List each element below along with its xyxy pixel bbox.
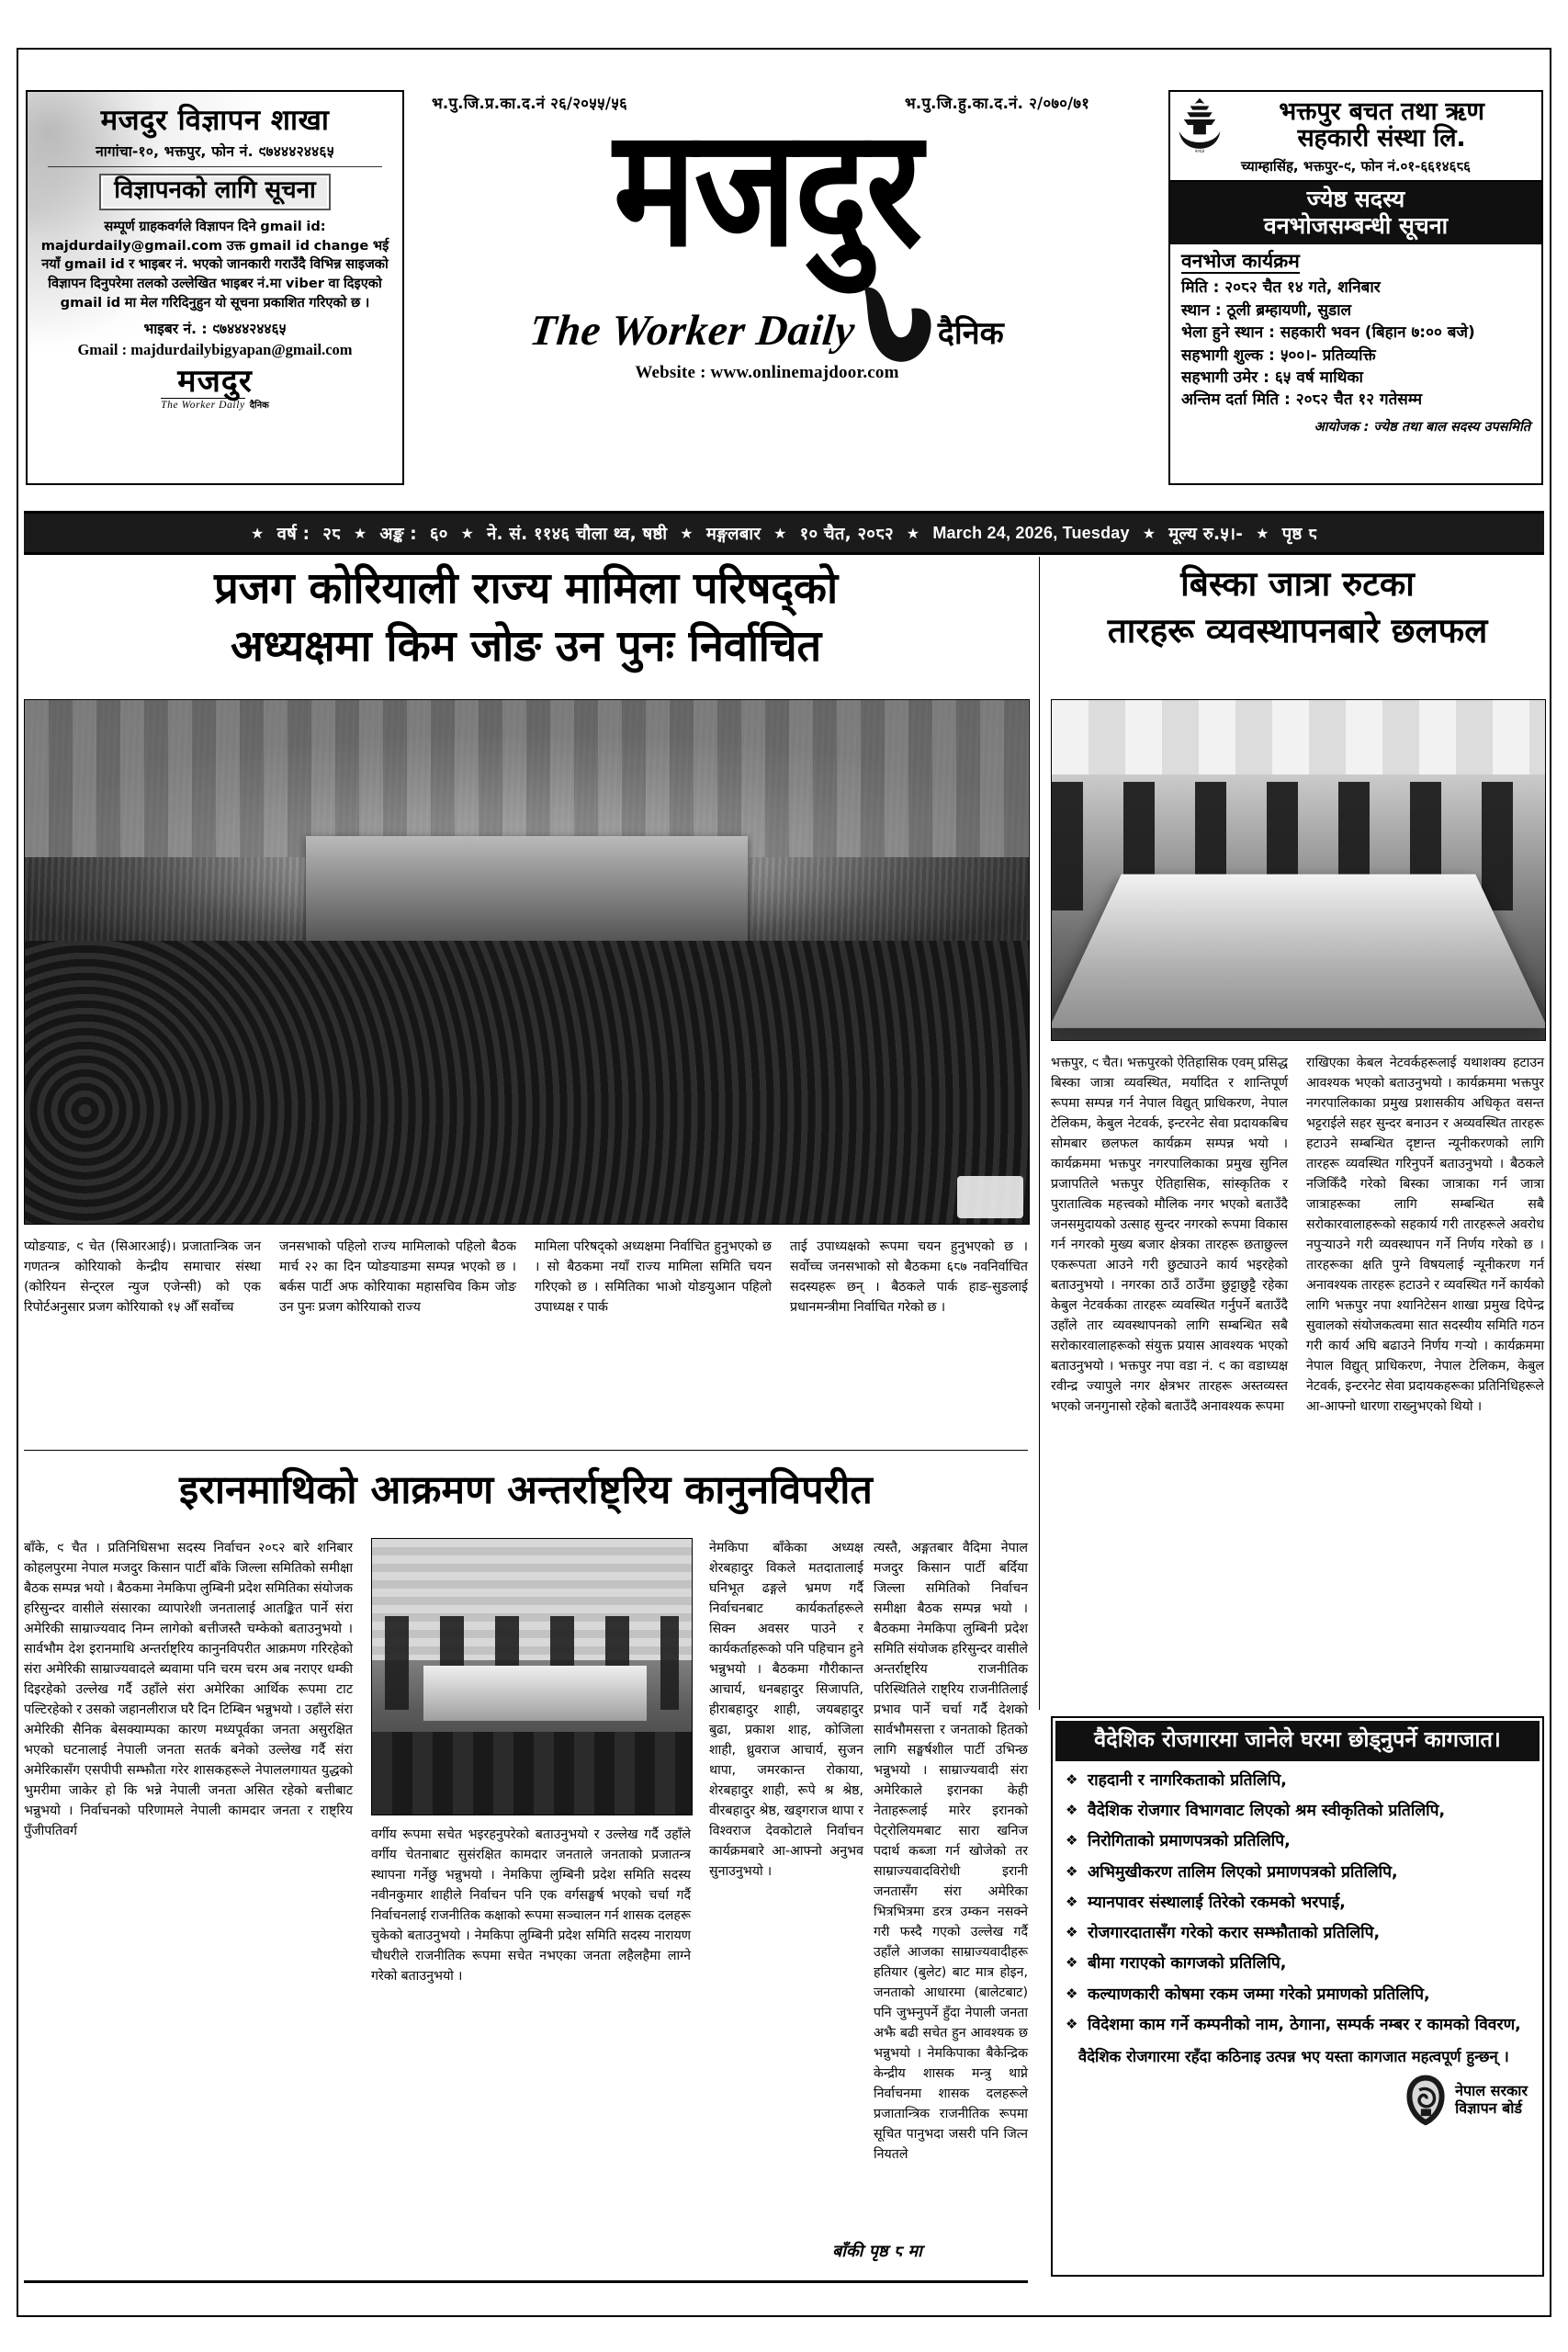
side-col1-text: भक्तपुर, ९ चैत। भक्तपुरको ऐतिहासिक एवम् प्रसिद्ध बिस्का जात्रा व्यवस्थित, मर्यादित र शान्तिपूर्ण रूपमा सम्पन्न गर्न नेपाल विद्युत् प्राधिकरण, नेपाल टेलिकम, केबुल नेटवर्क, इन्टरनेट सेवा प्रदायकबिच सोमबार छलफल कार्यक्रम सम्पन्न भयो । कार्यक्रममा भक्तपुर नगरपालिकाका प्रमुख सुनिल प्रजापतिले भक्तपुर ऐतिहासिक, सांस्कृतिक र पुरातात्विक महत्त्वको मौलिक नगर भएको बताउँदै जनसमुदायको उत्साह सुन्दर नगरको रूपमा विकास गर्न नगरको मुख्य बजार क्षेत्रका तारहरू छताछुल्ल एकरूपता आउने गरी छुट्याउने कार्य भइरहेको बताउनुभयो । नगरका ठाउँ ठाउँमा छुट्टाछुट्टै रहेका केबुल नेटवर्कका तारहरू व्यवस्थित गर्नुपर्ने बताउँदै उहाँले तार व्यवस्थापनको लागि सम्बन्धित सबै सरोकारवालाहरूको संयुक्त प्रयास आवश्यक भएको बताउनुभयो । भक्तपुर नपा वडा नं. ९ का वडाध्यक्ष रवीन्द्र ज्यापुले नगर क्षेत्रभर तारहरू अस्तव्यस्त भएको जनगुनासो रहेको बताउँदै अनावश्यक रूपमा <box>1051 1056 1288 1414</box>
document-list-item <box>1066 1831 1533 1851</box>
foreign-ad-signature <box>1053 2067 1542 2128</box>
document-list-item <box>1066 1953 1533 1973</box>
diamond-bullet-icon: ❖ <box>1066 1924 1078 1941</box>
program-row <box>1181 345 1532 367</box>
section-rule <box>24 1450 1028 1451</box>
photo-podium <box>306 836 748 951</box>
program-row-label: भेला हुने स्थान <box>1181 323 1264 343</box>
ad-left-logo-dainik: दैनिक <box>249 400 269 411</box>
document-list-item <box>1066 1770 1533 1791</box>
side-body-column-1 <box>1051 1053 1288 1419</box>
year-label: वर्ष : <box>276 524 310 544</box>
program-row-label: मिति <box>1181 278 1208 298</box>
document-list-item <box>1066 1893 1533 1913</box>
ad-left-address: नागांचा-१०, भक्तपुर, फोन नं. ९७४४४२४४६५ <box>96 143 334 161</box>
program-title: वनभोज कार्यक्रम <box>1181 251 1300 274</box>
iran-body-column-1 <box>24 1538 353 1843</box>
year-value: २८ <box>322 524 341 544</box>
diamond-bullet-icon: ❖ <box>1066 1893 1078 1910</box>
document-list-item <box>1066 1923 1533 1943</box>
document-list-item <box>1066 2015 1533 2035</box>
diamond-bullet-icon: ❖ <box>1066 1802 1078 1819</box>
program-row-value: : ५००।- प्रतिव्यक्ति <box>1263 345 1376 365</box>
document-list-item-label: रोजगारदातासँग गरेको करार सम्झौताको प्रतिलिपि, <box>1088 1924 1381 1943</box>
content-area <box>24 557 1544 2330</box>
nameplate-second-row <box>395 286 1139 356</box>
side-story-photo <box>1051 699 1546 1041</box>
star-icon: ★ <box>460 524 475 542</box>
lead-col1-text: प्योङयाङ, ९ चेत (सिआरआई)। प्रजातान्त्रिक जन गणतन्त्र कोरियाको केन्द्रीय समाचार संस्था (कोरियन सेन्ट्रल न्युज एजेन्सी) को एक रिपोर्टअनुसार प्रजग कोरियाको १५ औँ सर्वोच्च <box>24 1239 261 1315</box>
program-row-label: सहभागी शुल्क <box>1181 345 1264 365</box>
document-list-item <box>1066 1801 1533 1821</box>
bottom-rule <box>24 2280 1028 2283</box>
signature-text <box>1455 2083 1528 2118</box>
foreign-ad-title: वैदेशिक रोजगारमा जानेले घरमा छोड्नुपर्ने कागजात। <box>1055 1721 1540 1761</box>
diamond-bullet-icon: ❖ <box>1066 2015 1078 2032</box>
iran-col2-text: वर्गीय रूपमा सचेत भइरहनुपरेको बताउनुभयो र उल्लेख गर्दै उहाँले वर्गीय चेतनाबाट सुसंरक्षित कामदार जनताले जनताको प्रजातन्त्र स्थापना गर्नेछु भन्नुभयो । नेमकिपा लुम्बिनी प्रदेश समिति सदस्य नवीनकुमार शाहीले निर्वाचन पनि एक वर्गसङ्घर्ष भएको चर्चा गर्दै निर्वाचनलाई राजनीतिक कक्षाको रूपमा सञ्चालन गर्न शासक दलहरू चुकेको बताउनुभयो । नेमकिपा लुम्बिनी प्रदेश समिति सदस्य नारायण चौधरीले राजनीतिक रूपमा सचेत नभएका जनता लहैलहैमा लाग्ने गरेको बताउनुभयो । <box>371 1827 691 1984</box>
swoosh-icon <box>857 286 936 365</box>
ad-left-viber-number: भाइबर नं. : ९७४४४२४४६५ <box>143 320 287 337</box>
iran-body-column-4 <box>874 1538 1028 2166</box>
weekday: मङ्गलबार <box>705 524 761 544</box>
cooperative-name-line2: सहकारी संस्था लि. <box>1297 124 1466 153</box>
photo-watermark <box>957 1176 1023 1218</box>
price: मूल्य रु.५।- <box>1168 524 1244 544</box>
lead-body-column-2 <box>279 1237 516 1319</box>
signature-line2: विज्ञापन बोर्ड <box>1455 2098 1522 2117</box>
issue-value: ६० <box>429 524 448 544</box>
ad-left-banner: विज्ञापनको लागि सूचना <box>99 174 331 210</box>
document-list-item-label: बीमा गराएको कागजको प्रतिलिपि, <box>1088 1954 1287 1973</box>
star-icon: ★ <box>680 524 694 542</box>
document-list-item-label: अभिमुखीकरण तालिम लिएको प्रमाणपत्रको प्रतिलिपि, <box>1088 1862 1398 1882</box>
nepal-government-emblem-icon <box>1402 2073 1450 2128</box>
photo-content-assembly-hall <box>25 700 1029 1224</box>
divider <box>48 166 382 167</box>
star-icon: ★ <box>1256 524 1269 542</box>
masthead-website[interactable]: Website : www.onlinemajdoor.com <box>635 363 899 382</box>
english-date: March 24, 2026, Tuesday <box>932 523 1130 542</box>
photo-content-meeting-room <box>1052 700 1545 1040</box>
star-icon: ★ <box>906 524 920 542</box>
notice-band-line2: वनभोजसम्बन्धी सूचना <box>1263 212 1449 239</box>
iran-col1-text: बाँके, ९ चैत । प्रतिनिधिसभा सदस्य निर्वाचन २०८२ बारे शनिबार कोहलपुरमा नेपाल मजदुर किसान पार्टी बाँके जिल्ला समितिको समीक्षा बैठक सम्पन्न भयो । बैठकमा नेमकिपा लुम्बिनी प्रदेश समितिका संयोजक हरिसुन्दर वासीले संसारका व्यापारेशी जनतालाई आतङ्कित पार्ने संरा अमेरिकी साम्राज्यवाद निम्न लागेको बत्तीजस्तै चम्केको बताउनुभयो । सार्वभौम देश इरानमाथि अन्तर्राष्ट्रिय कानुनविपरीत आक्रमण गरिरहेको संरा अमेरिकी साम्राज्यवादले ब्यवामा पनि चरम चरम अब नराएर धम्की दिइरहेको उल्लेख गर्दै उहाँले संरा अमेरिका आर्थिक रूपमा टाट पल्टिरहेको र उसको जहानलीराज घरै दिन टिम्बिन भन्नुभयो । उहाँले संरा अमेरिकी सैनिक बेसक्याम्पका कारण मध्यपूर्वका जनता असुरक्षित भएको घटनालाई नेपाली जनता सतर्क बनेको उल्लेख गर्दै संरा अमेरिकासँग एसपीपी सम्झौता गरेर शासकहरूले नेपाललगायत युद्धको भुमरीमा जाकेर हो कि भन्ने नेपाली जनता असित रहेको बत्तीबाट भन्नुभयो । निर्वाचनको परिणामले नेपाली कामदार जनता र राष्ट्रिय पुँजीपतिवर्ग <box>24 1541 353 1838</box>
lead-body-column-1 <box>24 1237 261 1319</box>
cooperative-program-details <box>1170 244 1541 439</box>
program-row <box>1181 389 1532 411</box>
foreign-ad-footer: वैदेशिक रोजगारमा रहँदा कठिनाइ उत्पन्न भए यस्ता कागजात महत्वपूर्ण हुन्छन् । <box>1078 2048 1509 2066</box>
lead-body-column-4 <box>790 1237 1028 1319</box>
program-row-value: : २०८२ चैत १२ गतेसम्म <box>1279 390 1423 410</box>
nameplate-title-english: The Worker Daily <box>527 307 858 355</box>
star-icon: ★ <box>773 524 787 542</box>
iran-col3-text: नेमकिपा बाँकेका अध्यक्ष शेरबहादुर विकले मतदातालाई घनिभूत ढङ्गले भ्रमण गर्दै निर्वाचनबाट कार्यकर्ताहरूले सिक्न अवसर पाउने र कार्यकर्ताहरूको पनि पहिचान हुने भन्नुभयो । बैठकमा गौरीकान्त आचार्य, धनबहादुर सिजापति, हीराबहादुर शाही, जयबहादुर बुढा, प्रकाश शाह, कोजिला शाही, ध्रुवराज आचार्य, सुजन थापा, जमरकान्त रोकाया, शेरबहादुर शाही, रूपे श्र श्रेष्ठ, वीरबहादुर श्रेष्ठ, खड्गराज थापा र विश्वराज देवकोटाले निर्वाचन कार्यक्रमबारे आ-आफ्नो अनुभव सुनाउनुभयो । <box>709 1541 863 1879</box>
registration-number-left: भ.पु.जि.प्र.का.द.नं २६/२०५५/५६ <box>432 95 627 112</box>
program-row <box>1181 367 1532 389</box>
issue-label: अङ्क : <box>379 524 417 544</box>
document-list-item-label: म्यानपावर संस्थालाई तिरेको रकमको भरपाई, <box>1088 1893 1346 1912</box>
ad-left-title: मजदुर विज्ञापन शाखा <box>100 104 330 137</box>
photo-floor <box>372 1732 692 1815</box>
lead-headline-line2: अध्यक्षमा किम जोङ उन पुनः निर्वाचित <box>231 620 821 672</box>
lead-col4-text: ताई उपाध्यक्षको रूपमा चयन हुनुभएको छ । सर्वोच्च जनसभाको सो बैठकमा ६८७ नवनिर्वाचित सदस्यहरू छन् । बैठकले पार्क हाङ-सुङलाई प्रधानमन्त्रीमा निर्वाचित गरेको छ । <box>790 1239 1028 1315</box>
diamond-bullet-icon: ❖ <box>1066 1770 1078 1788</box>
side-body-column-2 <box>1306 1053 1544 1419</box>
program-organizer: आयोजक : ज्येष्ठ तथा बाल सदस्य उपसमिति <box>1314 419 1530 435</box>
advertisement-box-cooperative <box>1168 90 1543 485</box>
program-row <box>1181 300 1532 322</box>
lead-col2-text: जनसभाको पहिलो राज्य मामिलाको पहिलो बैठक मार्च २२ का दिन प्योङयाङमा सम्पन्न भएको छ । बर्कस पार्टी अफ कोरियाका महासचिव किम जोङ उन पुनः प्रजग कोरियाको राज्य <box>279 1239 516 1315</box>
ad-left-logo <box>35 362 395 413</box>
advertisement-box-foreign-employment <box>1051 1716 1544 2277</box>
cooperative-name <box>1227 98 1536 152</box>
iran-body-column-3 <box>709 1538 863 1883</box>
ad-left-logo-en: The Worker Daily <box>161 399 245 411</box>
nepali-date: १० चैत, २०८२ <box>799 524 894 544</box>
column-divider <box>1039 557 1040 1710</box>
document-list-item-label: राहदानी र नागरिकताको प्रतिलिपि, <box>1088 1770 1287 1790</box>
temple-hands-logo-icon <box>1176 96 1224 153</box>
program-row-value: : २०८२ चैत १४ गते, शनिबार <box>1207 278 1381 298</box>
nameplate-title-nepali: मजदुर <box>613 94 920 284</box>
star-icon: ★ <box>1142 524 1156 542</box>
nepal-sambat: ने. सं. ११४६ चौला थ्व, षष्ठी <box>487 524 668 544</box>
cooperative-address: च्याम्हासिंह, भक्तपुर-९, फोन नं.०१-६६१४६८६ <box>1170 156 1541 182</box>
side-headline <box>1051 560 1544 654</box>
advertisement-box-majdur-ad-branch <box>26 90 404 485</box>
svg-text:२०६४: २०६४ <box>1194 149 1205 153</box>
photo-content-party-meeting <box>372 1539 692 1815</box>
notice-band-line1: ज्येष्ठ सदस्य <box>1306 186 1405 212</box>
lead-body-column-3 <box>535 1237 772 1319</box>
document-list-item-label: वैदेशिक रोजगार विभागवाट लिएको श्रम स्वीकृतिको प्रतिलिपि, <box>1088 1802 1446 1821</box>
lead-col3-text: मामिला परिषद्को अध्यक्षमा निर्वाचित हुनुभएको छ । सो बैठकमा नयाँ राज्य मामिला समिति चयन गरिएको छ । समितिका भाओ योङयुआन पहिलो उपाध्यक्ष र पार्क <box>535 1239 772 1315</box>
secondary-story-photo <box>371 1538 693 1815</box>
photo-ceiling <box>1052 700 1545 775</box>
program-row-label: सहभागी उमेर <box>1181 368 1258 387</box>
document-list-item-label: निरोगिताको प्रमाणपत्रको प्रतिलिपि, <box>1088 1832 1291 1851</box>
photo-backwall <box>25 700 1029 857</box>
program-row <box>1181 322 1532 344</box>
diamond-bullet-icon: ❖ <box>1066 1862 1078 1880</box>
foreign-ad-document-list <box>1053 1770 1542 2035</box>
diamond-bullet-icon: ❖ <box>1066 1984 1078 2002</box>
ad-left-body-text: सम्पूर्ण ग्राहकवर्गले विज्ञापन दिने gmail id: majdurdaily@gmail.com उक्त gmail id change भई नयाँ gmail id र भाइबर नं. भएको जानकारी गराउँदै विभिन्न साइजको विज्ञापन दिनुपरेमा तलको उल्लेखित भाइबर नं.मा viber वा दिइएको gmail id मा मेल गरिदिनुहुन यो सूचना प्रकाशित गरिएको छ । <box>40 218 389 311</box>
cooperative-notice-band <box>1170 182 1541 244</box>
program-row-label: स्थान <box>1181 300 1210 320</box>
masthead <box>0 0 1568 507</box>
program-row-label: अन्तिम दर्ता मिति <box>1181 390 1280 410</box>
iran-body-column-2 <box>371 1825 691 1988</box>
side-headline-line2: तारहरू व्यवस्थापनबारे छलफल <box>1107 611 1488 651</box>
iran-col4-text: त्यस्तै, अङ्गतबार वैदिमा नेपाल मजदुर किसान पार्टी बर्दिया जिल्ला समितिको निर्वाचन समीक्षा बैठक सम्पन्न भयो । बैठकमा नेमकिपा लुम्बिनी प्रदेश समिति संयोजक हरिसुन्दर वासीले अन्तर्राष्ट्रिय राजनीतिक परिस्थितिले राष्ट्रिय राजनीतिलाई प्रभाव पार्ने चर्चा गर्दै देशको सार्वभौमसत्ता र जनताको हितको लागि सङ्घर्षशील पार्टी उभिन्छ भन्नुभयो । साम्राज्यवादी संरा अमेरिकाले इरानका केही नेताहरूलाई मारेर इरानको पेट्रोलियमबाट सारा खनिज पदार्थ कब्जा गर्न खोजेको तर साम्राज्यवादविरोधी इरानी जनतासँग संरा अमेरिका भित्रभित्रमा डरत्र उम्कन नसक्ने गरी फस्दै गएको उल्लेख गर्दै उहाँले आजका साम्राज्यवादीहरू हतियार (बुलेट) बाट मात्र होइन, जनताको आधारमा (बालेटबाट) पनि जुझ्नुपर्ने हुँदा नेपाली जनता अझै बढी सचेत हुन आवश्यक छ भन्नुभयो । नेमकिपाका बैकेन्द्रिक केन्द्रीय शासक मन्त्रु थाप्ने निर्वाचनमा शासक दलहरूले प्रजातान्त्रिक राजनीतिक रूपमा सूचित पानुभदा जसरी पनि जित्न नियतले <box>874 1541 1028 2162</box>
program-row <box>1181 277 1532 299</box>
nameplate-dainik: दैनिक <box>937 315 1004 352</box>
star-icon: ★ <box>353 524 367 542</box>
lead-headline <box>24 557 1028 676</box>
page-count: पृष्ठ ८ <box>1281 524 1317 544</box>
side-headline-line1: बिस्का जात्रा रुटका <box>1180 564 1415 604</box>
star-icon: ★ <box>251 524 265 542</box>
cooperative-name-line1: भक्तपुर बचत तथा ऋण <box>1279 96 1484 126</box>
photo-table <box>423 1666 648 1721</box>
cooperative-header <box>1170 92 1541 156</box>
document-list-item-label: कल्याणकारी कोषमा रकम जम्मा गरेको प्रमाणको प्रतिलिपि, <box>1088 1984 1430 2004</box>
signature-line1: नेपाल सरकार <box>1455 2081 1528 2099</box>
ad-left-logo-np: मजदुर <box>177 362 253 400</box>
lead-story-photo <box>24 699 1030 1225</box>
photo-conference-table <box>1051 874 1546 1028</box>
registration-number-right: भ.पु.जि.हु.का.द.नं. २/०७०/७१ <box>905 95 1090 112</box>
ad-left-gmail: Gmail : majdurdailybigyapan@gmail.com <box>77 340 353 358</box>
issue-date-bar <box>24 511 1544 555</box>
lead-headline-line1: प्रजग कोरियाली राज्य मामिला परिषद्को <box>214 563 838 614</box>
continuation-note: बाँकी पृष्ठ ८ मा <box>832 2242 922 2261</box>
document-list-item <box>1066 1984 1533 2005</box>
document-list-item-label: विदेशमा काम गर्ने कम्पनीको नाम, ठेगाना, सम्पर्क नम्बर र कामको विवरण, <box>1088 2015 1521 2034</box>
side-col2-text: राखिएका केबल नेटवर्कहरूलाई यथाशक्य हटाउन आवश्यक भएको बताउनुभयो । कार्यक्रममा भक्तपुर नगरपालिकाका प्रमुख प्रशासकीय अधिकृत वसन्त भट्टराईले सहर सुन्दर बनाउन र अव्यवस्थित तारहरू हटाउने सम्बन्धित दृष्टान्त न्यूनीकरणको लागि तारहरू व्यवस्थित गरिनुपर्ने बताउनुभयो । बैठकले नजिकिँदै गरेको बिस्का जात्राका गर्न जात्रा जात्राहरूका लागि सम्बन्धित सबै सरोकारवालाहरूको सहकार्य गरी तारहरूले अवरोध नपुर्‍याउने गरी व्यवस्थापन गर्ने निर्णय गरेको छ । तारहरूका क्षति पुग्ने विषयलाई न्यूनीकरण गर्न अनावश्यक तारहरू हटाउने र व्यवस्थित गर्ने कार्यको लागि भक्तपुर नपा श्यानिटेसन शाखा प्रमुख दिपेन्द्र सुवालको संयोजकत्वमा सात सदस्यीय समिति गठन गरी कार्य अघि बढाउने निर्णय गर्‍यो । कार्यक्रममा नेपाल विद्युत् प्राधिकरण, नेपाल टेलिकम, केबुल नेटवर्क, इन्टरनेट सेवा प्रदायकहरूका प्रतिनिधिहरूले आ-आफ्नो धारणा राख्नुभएको थियो । <box>1306 1056 1544 1414</box>
diamond-bullet-icon: ❖ <box>1066 1954 1078 1972</box>
document-list-item <box>1066 1862 1533 1883</box>
program-row-value: : ६५ वर्ष माथिका <box>1258 368 1363 387</box>
diamond-bullet-icon: ❖ <box>1066 1832 1078 1849</box>
secondary-headline: इरानमाथिको आक्रमण अन्तर्राष्ट्रिय कानुनविपरीत <box>179 1467 873 1513</box>
program-row-value: : सहकारी भवन (बिहान ७:०० बजे) <box>1263 323 1475 343</box>
program-row-value: : ठूली ब्रम्हायणी, सुडाल <box>1209 300 1352 320</box>
